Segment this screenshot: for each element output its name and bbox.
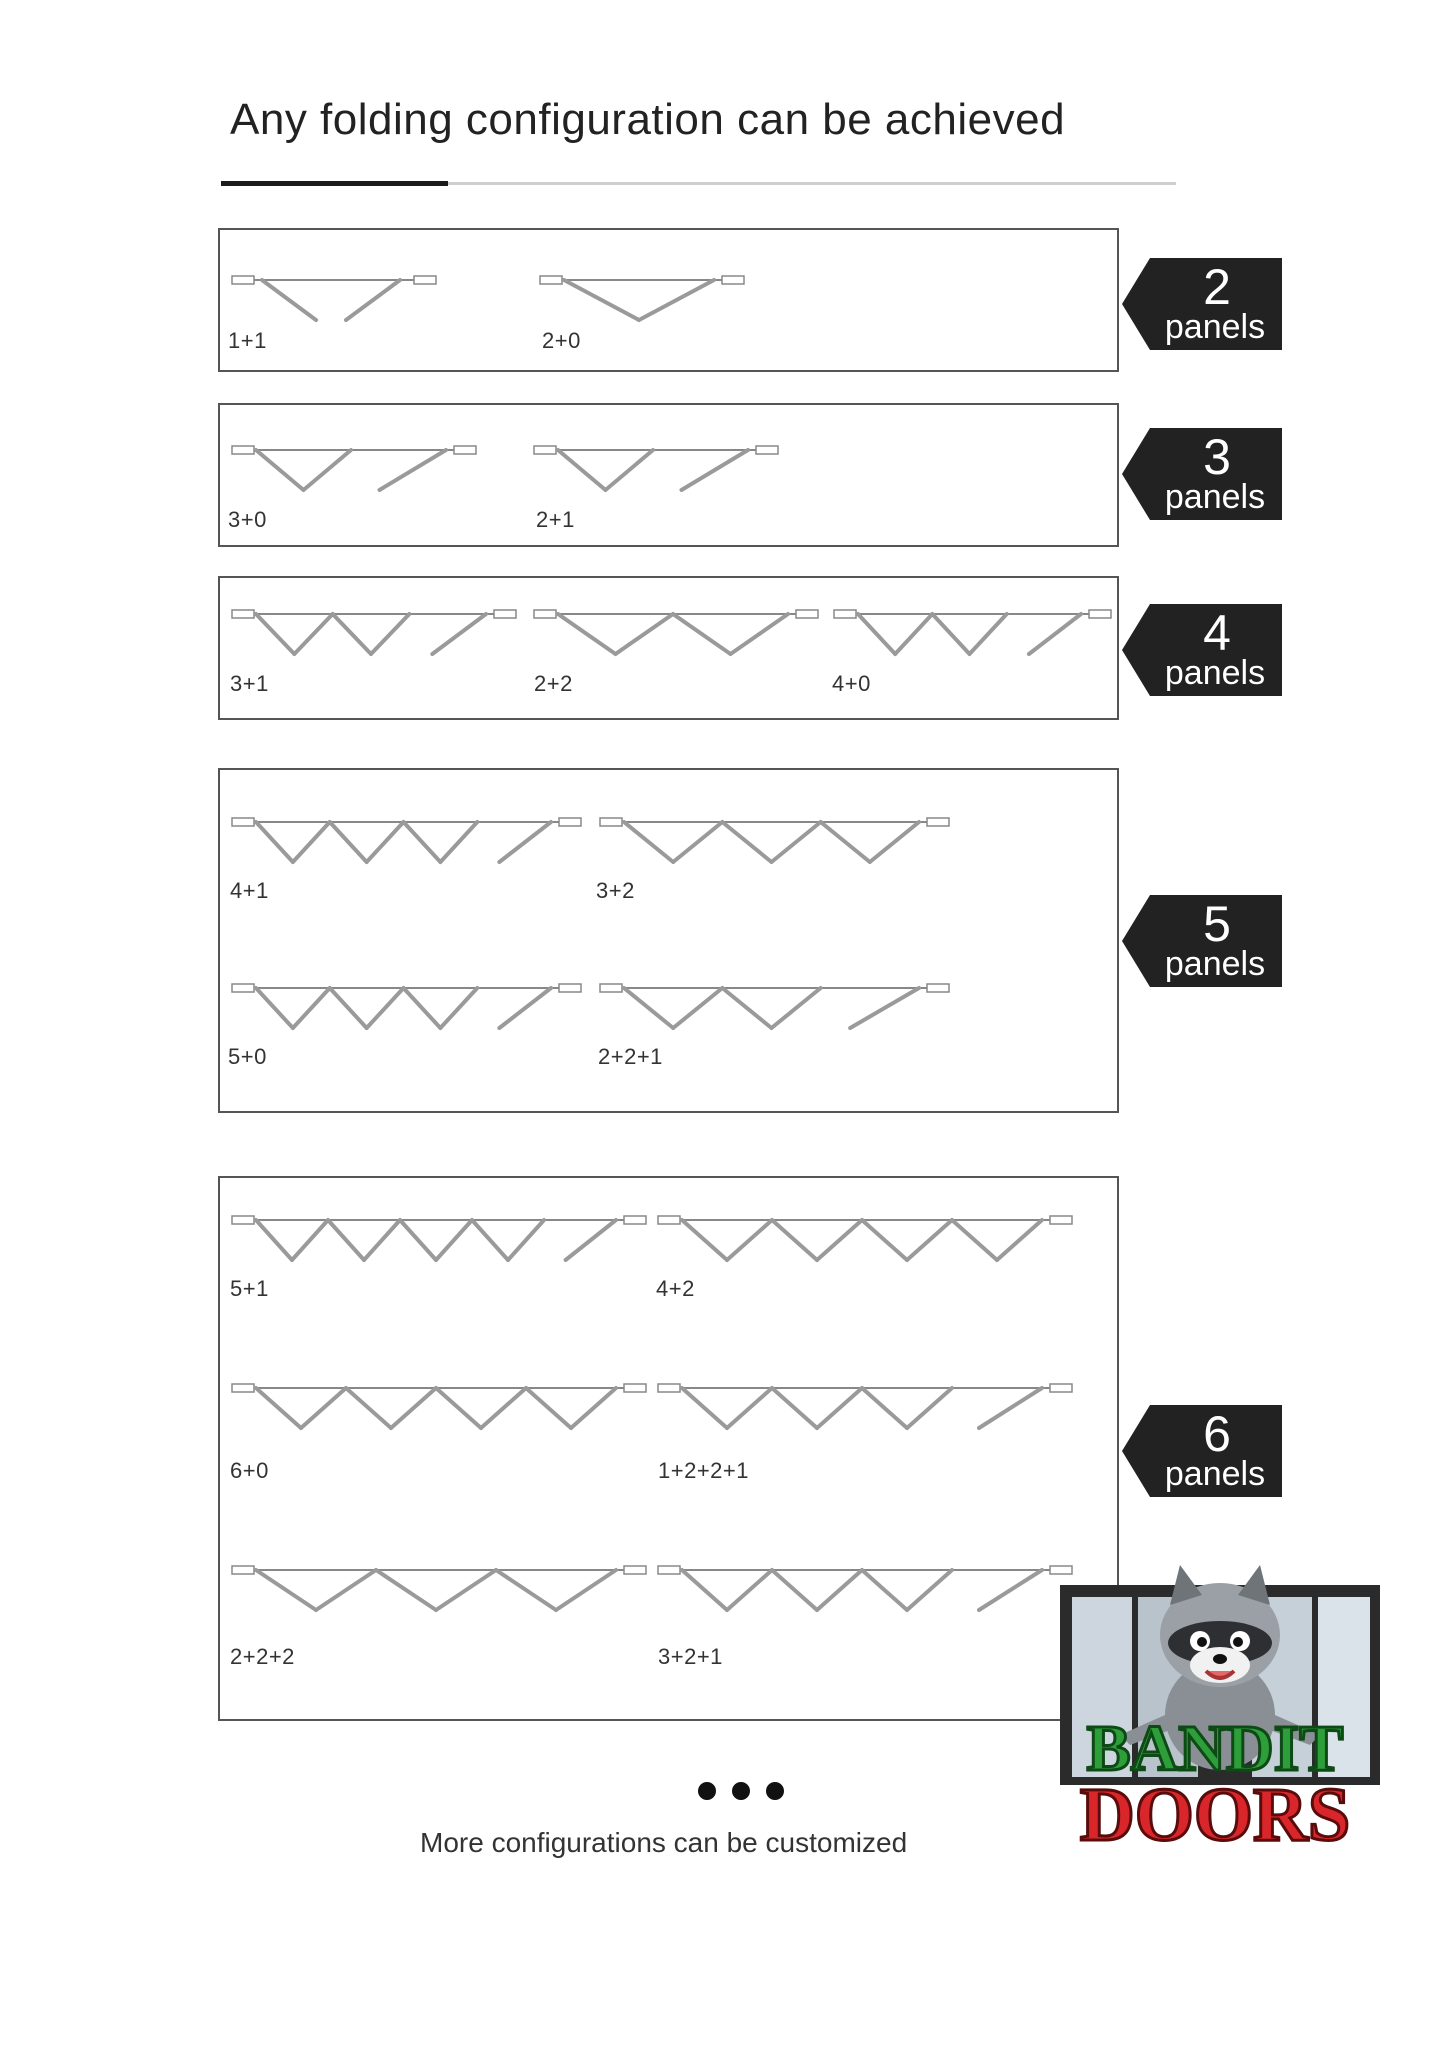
fold-diagram bbox=[230, 604, 520, 664]
config-label: 3+2 bbox=[596, 878, 635, 903]
badge-panels-label: panels bbox=[1164, 308, 1266, 346]
badge-panels-label: panels bbox=[1164, 654, 1266, 692]
badge-panel-count: 5 bbox=[1203, 896, 1231, 952]
page-title: Any folding configuration can be achieved bbox=[230, 95, 1066, 144]
config-label: 2+0 bbox=[542, 328, 581, 353]
fold-diagram bbox=[656, 1210, 1076, 1270]
config-label: 3+1 bbox=[230, 671, 269, 696]
config-label: 6+0 bbox=[230, 1458, 269, 1483]
config-label: 5+1 bbox=[230, 1276, 269, 1301]
fold-diagram bbox=[230, 440, 480, 500]
more-dots bbox=[698, 1782, 784, 1802]
config-label: 2+2+1 bbox=[598, 1044, 663, 1069]
config-label: 2+1 bbox=[536, 507, 575, 532]
config-label: 4+2 bbox=[656, 1276, 695, 1301]
config-label: 1+2+2+1 bbox=[658, 1458, 749, 1483]
footer-note: More configurations can be customized bbox=[420, 1827, 908, 1858]
fold-diagram bbox=[230, 1378, 650, 1438]
title-divider-accent bbox=[221, 181, 448, 186]
config-label: 5+0 bbox=[228, 1044, 267, 1069]
badge-panels-label: panels bbox=[1164, 1455, 1266, 1493]
config-label: 4+1 bbox=[230, 878, 269, 903]
group-4-panels bbox=[218, 576, 1119, 720]
config-label: 4+0 bbox=[832, 671, 871, 696]
fold-diagram bbox=[230, 270, 440, 330]
group-5-panels bbox=[218, 768, 1119, 1113]
fold-diagram bbox=[230, 978, 585, 1038]
logo-wordmark bbox=[1080, 1712, 1350, 1855]
fold-diagram bbox=[532, 604, 822, 664]
config-label: 1+1 bbox=[228, 328, 267, 353]
fold-diagram bbox=[230, 1210, 650, 1270]
config-label: 3+0 bbox=[228, 507, 267, 532]
fold-diagram bbox=[532, 440, 782, 500]
fold-diagram bbox=[230, 1560, 650, 1620]
panels-badge-5 bbox=[1122, 895, 1282, 987]
panels-badge-3 bbox=[1122, 428, 1282, 520]
logo-line2: DOORS bbox=[1079, 1773, 1351, 1855]
fold-diagram bbox=[656, 1560, 1076, 1620]
fold-diagram bbox=[598, 812, 953, 872]
panels-badge-6 bbox=[1122, 1405, 1282, 1497]
config-label: 2+2+2 bbox=[230, 1644, 295, 1669]
group-2-panels bbox=[218, 228, 1119, 372]
config-label: 3+2+1 bbox=[658, 1644, 723, 1669]
panels-badge-4 bbox=[1122, 604, 1282, 696]
badge-panels-label: panels bbox=[1164, 945, 1266, 983]
badge-panel-count: 4 bbox=[1203, 605, 1231, 661]
config-label: 2+2 bbox=[534, 671, 573, 696]
fold-diagram bbox=[656, 1378, 1076, 1438]
badge-panel-count: 3 bbox=[1203, 429, 1231, 485]
group-3-panels bbox=[218, 403, 1119, 547]
group-6-panels bbox=[218, 1176, 1119, 1721]
logo-line1: BANDIT bbox=[1086, 1712, 1344, 1785]
fold-diagram bbox=[832, 604, 1115, 664]
badge-panel-count: 2 bbox=[1203, 259, 1231, 315]
badge-panels-label: panels bbox=[1164, 478, 1266, 516]
panels-badge-2 bbox=[1122, 258, 1282, 350]
fold-diagram bbox=[230, 812, 585, 872]
badge-panel-count: 6 bbox=[1203, 1406, 1231, 1462]
bandit-doors-logo bbox=[1020, 1565, 1410, 1855]
fold-diagram bbox=[598, 978, 953, 1038]
fold-diagram bbox=[538, 270, 748, 330]
